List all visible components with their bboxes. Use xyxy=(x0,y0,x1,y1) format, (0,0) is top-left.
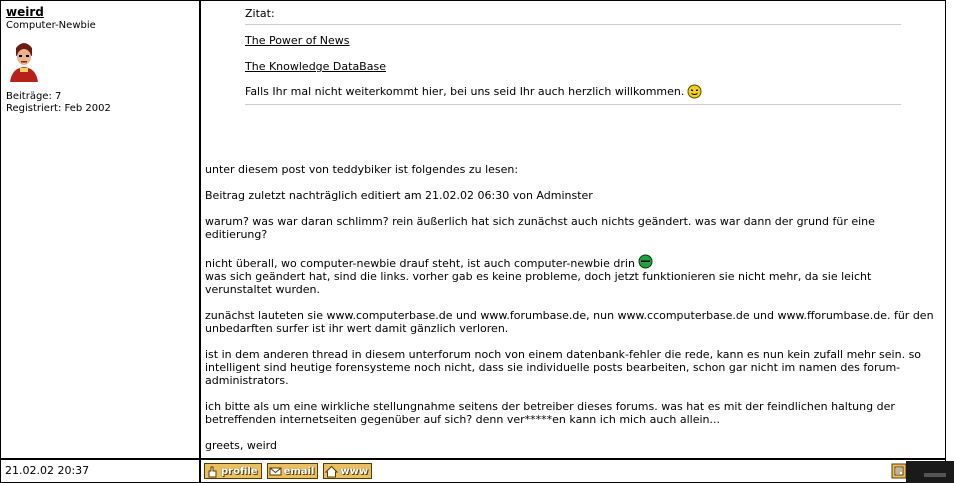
paragraph-1: unter diesem post von teddybiker ist folgendes zu lesen: xyxy=(205,163,519,176)
email-button[interactable] xyxy=(267,463,319,479)
green-smiley-icon xyxy=(638,254,653,269)
house-icon xyxy=(325,465,338,478)
paragraph-2: Beitrag zuletzt nachträglich editiert am 21.02.02 06:30 von Adminster xyxy=(205,189,593,202)
signature: greets, weird xyxy=(205,439,277,452)
action-buttons xyxy=(204,463,372,479)
post-timestamp-cell xyxy=(1,460,199,482)
author-rank: Computer-Newbie xyxy=(6,20,96,31)
email-button-label: email xyxy=(283,465,315,477)
edit-icon[interactable] xyxy=(891,463,907,479)
www-button[interactable] xyxy=(323,463,372,479)
envelope-icon xyxy=(269,465,282,478)
quote-label: Zitat: xyxy=(245,7,275,20)
profile-button[interactable] xyxy=(204,463,262,479)
author-panel xyxy=(1,1,199,458)
hand-icon xyxy=(206,465,219,478)
profile-button-label: profile xyxy=(221,465,258,477)
quote-text xyxy=(245,84,901,99)
quote-block xyxy=(245,7,901,105)
post-count: Beiträge: 7 xyxy=(6,91,62,102)
paragraph-4a-text: nicht überall, wo computer-newbie drauf steht, ist auch computer-newbie drin xyxy=(205,257,635,270)
post-text xyxy=(205,163,940,452)
registration-date: Registriert: Feb 2002 xyxy=(6,103,111,114)
page-edge xyxy=(946,0,954,460)
quote-link-knowledge-database[interactable]: The Knowledge DataBase xyxy=(245,60,386,73)
quote-divider-top xyxy=(245,24,901,25)
post-timestamp: 21.02.02 20:37 xyxy=(5,464,90,477)
paragraph-6: ist in dem anderen thread in diesem unterforum noch von einem datenbank-fehler die rede, kann es nun kein zufall mehr sein. so intelligent sind heutige forensysteme noch nicht, dass sie individuelle posts bearbeiten, schon gar nicht im namen des forum-administrators. xyxy=(205,348,922,387)
quote-divider-bottom xyxy=(245,104,901,105)
paragraph-4b: was sich geändert hat, sind die links. vorher gab es keine probleme, doch jetzt funktionieren sie nicht mehr, da sie leicht verunstaltet wurden. xyxy=(205,270,872,296)
www-button-label: www xyxy=(340,465,369,477)
quote-line-text: Falls Ihr mal nicht weiterkommt hier, bei uns seid Ihr auch herzlich willkommen. xyxy=(245,84,685,98)
author-stats xyxy=(6,91,194,115)
paragraph-5: zunächst lauteten sie www.computerbase.de und www.forumbase.de, nun www.ccomputerbase.de und www.fforumbase.de. für den unbedarften surfer ist ihr wert damit gänzlich verloren. xyxy=(205,309,934,335)
post-actions xyxy=(201,460,945,482)
paragraph-7: ich bitte als um eine wirkliche stellungnahme seitens der betreiber dieses forums. was hat es mit der feindlichen haltung der betreffenden internetseiten gegenüber auf sich? denn ver*****en kann ich mich auch allein... xyxy=(205,400,895,426)
paragraph-3: warum? was war daran schlimm? rein äußerlich hat sich zunächst auch nichts geändert. was war dann der grund für eine editierung? xyxy=(205,215,875,241)
window-corner xyxy=(906,461,954,483)
smiley-icon xyxy=(687,84,702,99)
author-name[interactable]: weird xyxy=(6,5,44,19)
paragraph-4a xyxy=(205,254,940,270)
post-body xyxy=(201,1,945,458)
quote-link-power-of-news[interactable]: The Power of News xyxy=(245,34,350,47)
avatar xyxy=(6,38,42,82)
